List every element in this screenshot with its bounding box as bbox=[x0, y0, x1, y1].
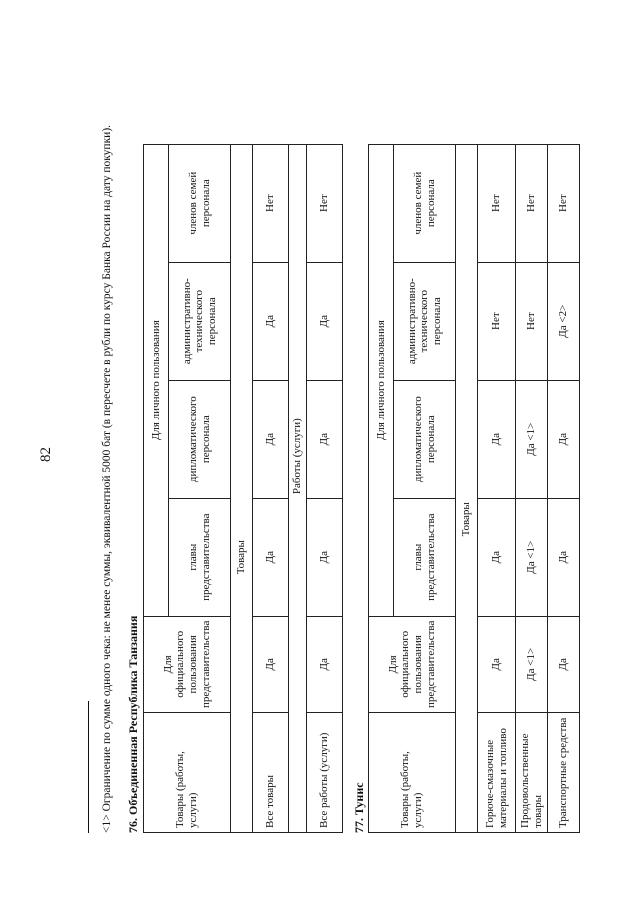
cell-value: Да bbox=[253, 616, 289, 712]
cell-value: Да bbox=[478, 380, 516, 498]
header-family: членов семей персонала bbox=[394, 144, 456, 262]
cell-value: Да bbox=[307, 380, 343, 498]
header-personal: Для личного пользования bbox=[369, 144, 394, 616]
header-official: Для официального пользования представительства bbox=[144, 616, 231, 712]
cell-value: Да bbox=[478, 498, 516, 616]
cell-value: Да <1> bbox=[516, 498, 548, 616]
cell-value: Да bbox=[548, 616, 580, 712]
row-label: Горюче-смазочные материалы и топливо bbox=[478, 713, 516, 833]
cell-value: Нет bbox=[253, 144, 289, 262]
section-label: Товары bbox=[231, 498, 253, 616]
row-label: Все товары bbox=[253, 713, 289, 833]
cell-value: Нет bbox=[516, 262, 548, 380]
cell-value: Да <1> bbox=[516, 380, 548, 498]
cell-value: Нет bbox=[307, 144, 343, 262]
header-family: членов семей персонала bbox=[169, 144, 231, 262]
cell-value: Да bbox=[253, 498, 289, 616]
header-diplomatic: дипломатического персонала bbox=[169, 380, 231, 498]
cell-value: Да bbox=[307, 498, 343, 616]
table-tunisia bbox=[368, 144, 580, 833]
page-number: 82 bbox=[38, 447, 54, 462]
section-label: Работы (услуги) bbox=[289, 380, 307, 498]
header-head: главы представительства bbox=[169, 498, 231, 616]
cell-value: Да <1> bbox=[516, 616, 548, 712]
header-goods: Товары (работы, услуги) bbox=[369, 713, 456, 833]
cell-value: Да bbox=[307, 616, 343, 712]
header-diplomatic: дипломатического персонала bbox=[394, 380, 456, 498]
cell-value: Нет bbox=[548, 144, 580, 262]
section-label: Товары bbox=[456, 498, 478, 616]
header-admin: административно-технического персонала bbox=[394, 262, 456, 380]
heading-tanzania: 76. Объединенная Республика Танзания bbox=[126, 615, 140, 833]
cell-value: Нет bbox=[478, 144, 516, 262]
header-official: Для официального пользования представительства bbox=[369, 616, 456, 712]
row-label: Продовольственные товары bbox=[516, 713, 548, 833]
cell-value: Да bbox=[253, 262, 289, 380]
cell-value: Да bbox=[253, 380, 289, 498]
row-label: Все работы (услуги) bbox=[307, 713, 343, 833]
header-personal: Для личного пользования bbox=[144, 144, 169, 616]
header-head: главы представительства bbox=[394, 498, 456, 616]
header-goods: Товары (работы, услуги) bbox=[144, 713, 231, 833]
row-label: Транспортные средства bbox=[548, 713, 580, 833]
footnote: <1> Ограничение по сумме одного чека: не менее суммы, эквивалентной 5000 бат (в пересчете в рубли по курсу Банка России на дату покупки). bbox=[101, 124, 113, 833]
heading-tunisia: 77. Тунис bbox=[352, 782, 366, 833]
cell-value: Да bbox=[548, 380, 580, 498]
cell-value: Да bbox=[307, 262, 343, 380]
table-tanzania bbox=[143, 144, 343, 833]
cell-value: Да bbox=[548, 498, 580, 616]
cell-value: Да <2> bbox=[548, 262, 580, 380]
footnote-rule bbox=[88, 701, 89, 833]
cell-value: Да bbox=[478, 616, 516, 712]
cell-value: Нет bbox=[516, 144, 548, 262]
cell-value: Нет bbox=[478, 262, 516, 380]
header-admin: административно-технического персонала bbox=[169, 262, 231, 380]
